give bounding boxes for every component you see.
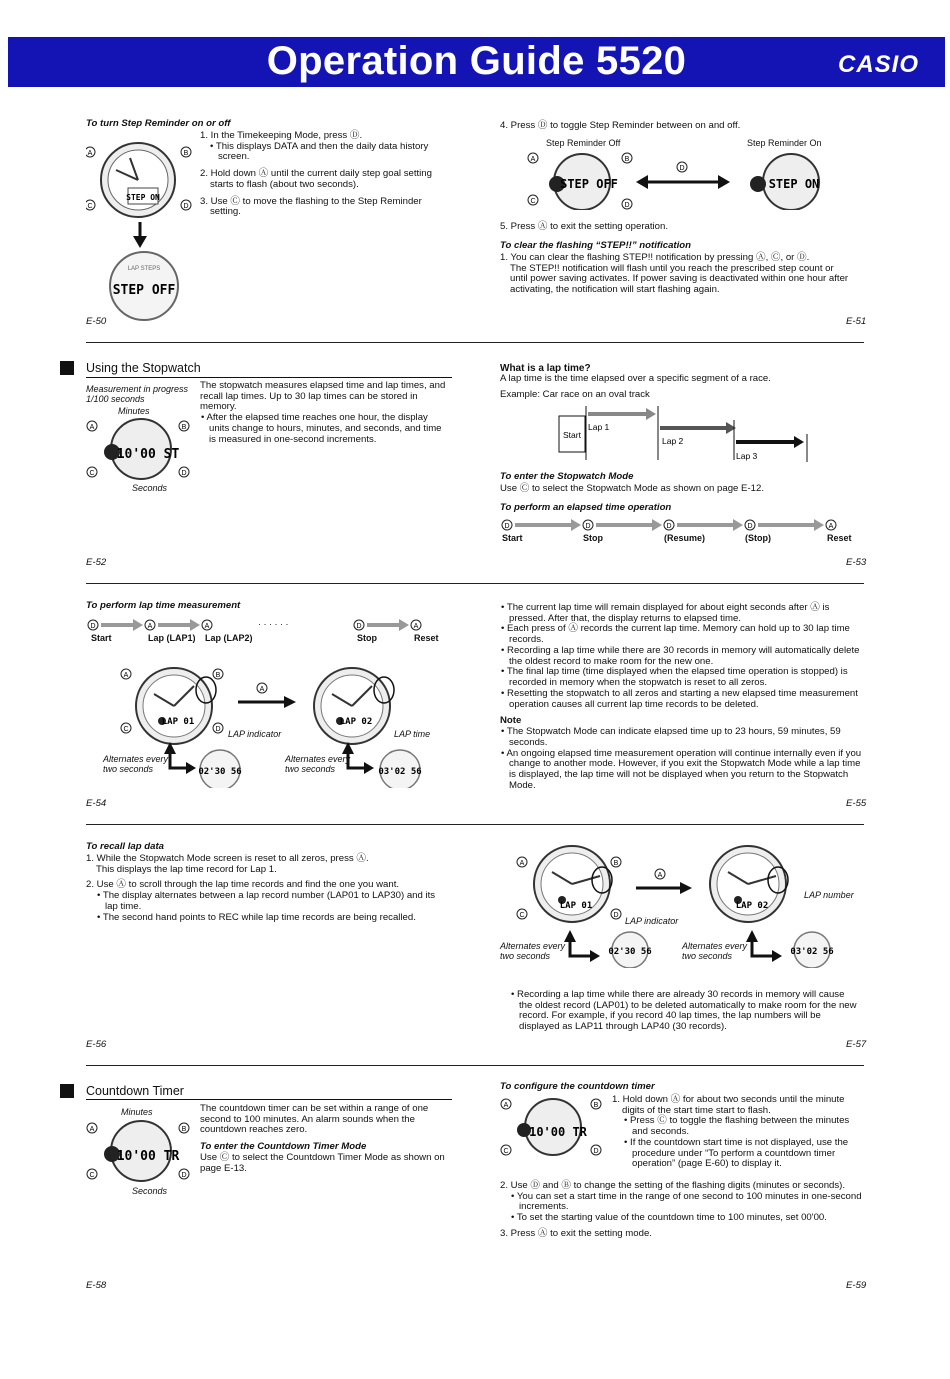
alternates-label: Alternates every [285, 754, 351, 764]
button-letter: A [413, 623, 419, 630]
caption-hundredths: 1/100 seconds [86, 394, 145, 405]
arrow-head-icon [652, 519, 662, 531]
svg-text:02'30 56: 02'30 56 [198, 767, 242, 777]
section-rule [86, 1099, 452, 1100]
configure-illustration [498, 1096, 608, 1158]
button-letter: D [356, 623, 362, 630]
alternates-label: Alternates every [682, 941, 748, 951]
seq-label-2: Lap (LAP1) [148, 633, 196, 643]
svg-text:B: B [183, 150, 189, 157]
label-off: Step Reminder Off [546, 138, 621, 148]
label-minutes: Minutes [118, 406, 150, 416]
svg-text:Lap 3: Lap 3 [736, 451, 758, 461]
configure-step-3: 3. Press Ⓐ to exit the setting mode. [500, 1227, 652, 1239]
svg-text:Lap 2: Lap 2 [662, 436, 684, 446]
page-number: E-53 [846, 557, 867, 568]
lcd-zoom [108, 250, 180, 322]
divider [86, 1065, 864, 1066]
step-reminder-heading: To turn Step Reminder on or off [86, 118, 231, 129]
two-seconds-label: two seconds [285, 764, 336, 775]
seq-label-5: Reset [414, 633, 439, 643]
clear-heading: To clear the flashing “STEP!!” notification [500, 240, 691, 251]
clear-step-1: 1. You can clear the flashing STEP!! notification by pressing Ⓐ, Ⓒ, or Ⓓ. [500, 252, 810, 263]
arrow-head-icon [399, 619, 409, 631]
arrow-head-icon [190, 619, 200, 631]
svg-text:A: A [123, 672, 129, 679]
recall-step-2: 2. Use Ⓐ to scroll through the lap time records and find the one you want. [86, 879, 400, 891]
label-minutes: Minutes [121, 1107, 153, 1117]
svg-text:A: A [519, 860, 525, 867]
header-banner [8, 37, 945, 87]
svg-text:03'02 56: 03'02 56 [378, 767, 422, 777]
configure-heading: To configure the countdown timer [500, 1081, 655, 1092]
elapsed-sequence [500, 518, 840, 532]
seq-label-4: (Stop) [745, 533, 771, 543]
clear-step-note: The STEP!! notification will flash until you reach the prescribed step count or until power saving activates. If power saving is deactivated within one hour after activating, the notification will start flashing again. [510, 262, 849, 296]
svg-text:10'00 TR: 10'00 TR [529, 1125, 587, 1139]
seq-label-5: Reset [827, 533, 852, 543]
section-rule [86, 377, 452, 378]
lap-sequence [86, 618, 426, 632]
button-letter: D [666, 523, 672, 530]
arrow-head-icon [814, 519, 824, 531]
svg-text:D: D [181, 470, 187, 477]
button-letter: D [747, 523, 753, 530]
step-4: 4. Press Ⓓ to toggle Step Reminder between on and off. [500, 120, 741, 131]
svg-text:03'02 56: 03'02 56 [790, 947, 834, 957]
svg-text:D: D [624, 202, 630, 209]
svg-text:A: A [503, 1102, 509, 1109]
lap-heading: What is a lap time? [500, 363, 591, 374]
arrow-down-icon [133, 222, 147, 248]
seq-label-4: Stop [357, 633, 377, 643]
lap-bullet-5: • Resetting the stopwatch to all zeros and starting a new elapsed time measurement operation causes all current lap time records to be deleted. [501, 687, 858, 710]
note-bullet-2: • An ongoing elapsed time measurement operation will continue internally even if you change to another mode. However, if you exit the Stopwatch Mode while a lap time is displayed, the lap time will not be displayed when you return to the Stopwatch Mode. [501, 747, 862, 791]
button-letter: A [204, 623, 210, 630]
svg-text:D: D [613, 912, 619, 919]
svg-text:LAP 01: LAP 01 [559, 901, 593, 911]
svg-text:B: B [181, 1126, 187, 1133]
recall-heading: To recall lap data [86, 841, 165, 852]
seq-label-1: Start [91, 633, 112, 643]
label-seconds: Seconds [132, 1186, 168, 1196]
svg-text:B: B [624, 156, 630, 163]
lcd-text: STEP ON [126, 193, 160, 202]
svg-text:STEP OFF: STEP OFF [560, 177, 618, 191]
page-number: E-57 [846, 1039, 867, 1050]
configure-step-2-bullet-1: • You can set a start time in the range of one second to 100 minutes in one-second increments. [511, 1190, 862, 1213]
button-letter: D [504, 523, 510, 530]
divider [86, 824, 864, 825]
svg-text:A: A [259, 686, 265, 693]
lap-number-label: LAP number [804, 890, 854, 900]
caption-progress: Measurement in progress [86, 384, 189, 394]
svg-text:B: B [215, 672, 221, 679]
svg-text:D: D [215, 726, 221, 733]
button-letter: A [147, 623, 153, 630]
svg-text:LAP 01: LAP 01 [161, 717, 195, 727]
countdown-illustration [86, 1118, 196, 1184]
svg-text:C: C [89, 470, 95, 477]
recall-step-1-note: This displays the lap time record for Lap 1. [96, 863, 277, 875]
configure-step-1-bullet-1: • Press Ⓒ to toggle the flashing between the minutes and seconds. [624, 1115, 850, 1138]
section-stopwatch: Using the Stopwatch [86, 361, 201, 375]
svg-text:STEP OFF: STEP OFF [112, 283, 176, 298]
svg-text:D: D [679, 165, 685, 172]
watch-on [736, 150, 846, 210]
enter-countdown-body: Use Ⓒ to select the Countdown Timer Mode as shown on page E-13. [200, 1151, 445, 1174]
watch-off [527, 150, 637, 210]
double-arrow-icon [636, 160, 730, 194]
svg-text:C: C [503, 1148, 509, 1155]
page-title: Operation Guide 5520 [266, 39, 687, 83]
enter-countdown-heading: To enter the Countdown Timer Mode [200, 1141, 367, 1153]
enter-stopwatch-body: Use Ⓒ to select the Stopwatch Mode as shown on page E-12. [500, 483, 764, 494]
svg-text:STEP ON: STEP ON [768, 177, 820, 191]
page-number: E-54 [86, 798, 107, 809]
lap-measure-heading: To perform lap time measurement [86, 600, 241, 611]
seq-label-3: Lap (LAP2) [205, 633, 253, 643]
configure-step-1-bullet-2: • If the countdown start time is not displayed, use the procedure under “To perform a countdown timer operation” (page E-60) to display it. [624, 1136, 849, 1170]
countdown-intro: The countdown timer can be set within a range of one second to 100 minutes. An alarm sounds when the countdown reaches zero. [200, 1103, 429, 1136]
page-number: E-56 [86, 1039, 107, 1050]
svg-text:C: C [89, 1172, 95, 1179]
section-marker [60, 361, 74, 375]
stopwatch-intro: The stopwatch measures elapsed time and lap times, and recall lap times. Up to 30 lap times can be stored in memory. [200, 380, 446, 413]
button-letter: A [828, 523, 834, 530]
svg-text:A: A [87, 150, 93, 157]
seq-label-2: Stop [583, 533, 603, 543]
svg-text:LAP STEPS: LAP STEPS [127, 266, 161, 272]
stopwatch-bullet: • After the elapsed time reaches one hour, the display units change to hours, minutes, and seconds, and time is measured in one-second increments. [201, 412, 442, 445]
svg-text:10'00 ST: 10'00 ST [116, 447, 180, 462]
svg-text:B: B [613, 860, 619, 867]
step-5: 5. Press Ⓐ to exit the setting operation. [500, 221, 668, 232]
example-label: Example: Car race on an oval track [500, 389, 650, 400]
recall-step-2-bullet-2: • The second hand points to REC while lap time records are being recalled. [97, 911, 416, 923]
two-seconds-label: two seconds [682, 951, 733, 962]
svg-text:Start: Start [563, 430, 581, 440]
lap-indicator-label: LAP indicator [625, 916, 679, 926]
lap-bullet-4: • The final lap time (time displayed when the elapsed time operation is stopped) is recorded in memory when the stopwatch is reset to all zeros. [501, 666, 848, 689]
note-heading: Note [500, 715, 522, 727]
enter-stopwatch-heading: To enter the Stopwatch Mode [500, 471, 634, 482]
lap-indicator-label: LAP indicator [228, 729, 282, 739]
svg-text:LAP 02: LAP 02 [339, 717, 373, 727]
svg-text:C: C [530, 198, 536, 205]
alternates-label: Alternates every [500, 941, 566, 951]
stopwatch-illustration [86, 416, 196, 482]
svg-text:A: A [530, 156, 536, 163]
button-letter: D [90, 623, 96, 630]
seq-label-1: Start [502, 533, 523, 543]
lap-bullet-1: • The current lap time will remain displayed for about eight seconds after Ⓐ is pressed. After that, the display returns to elapsed time. [501, 602, 830, 624]
svg-text:D: D [183, 203, 189, 210]
step-2: 2. Hold down Ⓐ until the current daily step goal setting starts to flash (about two seconds). [200, 168, 432, 190]
configure-step-2-bullet-2: • To set the starting value of the countdown time to 100 minutes, set 00'00. [511, 1212, 827, 1224]
svg-text:02'30 56: 02'30 56 [608, 947, 652, 957]
arrow-head-icon [733, 519, 743, 531]
svg-text:LAP 02: LAP 02 [735, 901, 769, 911]
seq-dots: · · · · · · [258, 619, 289, 629]
step-3: 3. Use Ⓒ to move the flashing to the Step Reminder setting. [200, 195, 422, 218]
page-number: E-58 [86, 1280, 107, 1291]
svg-text:Lap 1: Lap 1 [588, 422, 610, 432]
divider [86, 583, 864, 584]
page-number: E-51 [846, 316, 867, 327]
lap-time-label: LAP time [394, 729, 431, 739]
svg-text:B: B [593, 1102, 599, 1109]
seq-label-3: (Resume) [664, 533, 706, 543]
page-number: E-50 [86, 316, 107, 327]
label-on: Step Reminder On [747, 138, 822, 148]
arrow-head-icon [133, 619, 143, 631]
two-seconds-label: two seconds [500, 951, 551, 962]
lap-bullet-2: • Each press of Ⓐ records the current lap time. Memory can hold up to 30 lap time records. [501, 623, 850, 646]
note-bullet-1: • The Stopwatch Mode can indicate elapsed time up to 23 hours, 59 minutes, 59 seconds. [501, 726, 841, 748]
svg-text:C: C [519, 912, 525, 919]
page-number: E-59 [846, 1280, 867, 1291]
step-1: 1. In the Timekeeping Mode, press Ⓓ. [200, 130, 363, 141]
recall-step-2-bullet-1: • The display alternates between a lap record number (LAP01 to LAP30) and its lap time. [97, 890, 436, 912]
configure-step-2: 2. Use Ⓓ and Ⓑ to change the setting of the flashing digits (minutes or seconds). [500, 1180, 846, 1191]
configure-step-1: 1. Hold down Ⓐ for about two seconds until the minute digits of the start time start to flash. [612, 1094, 845, 1116]
svg-text:10'00 TR: 10'00 TR [116, 1149, 180, 1164]
section-countdown: Countdown Timer [86, 1084, 184, 1098]
divider [86, 342, 864, 343]
button-letter: D [585, 523, 591, 530]
page-number: E-55 [846, 798, 867, 809]
elapsed-heading: To perform an elapsed time operation [500, 502, 672, 513]
svg-text:A: A [89, 1126, 95, 1133]
svg-text:C: C [87, 203, 93, 210]
step-1-bullet: • This displays DATA and then the daily data history screen. [210, 140, 429, 163]
svg-text:A: A [89, 424, 95, 431]
section-marker [60, 1084, 74, 1098]
brand-logo: CASIO [837, 51, 919, 78]
two-seconds-label: two seconds [103, 764, 154, 775]
page-number: E-52 [86, 557, 107, 568]
svg-text:D: D [593, 1148, 599, 1155]
lap-bullet-3: • Recording a lap time while there are 30 records in memory will automatically delete the oldest record to make room for the new one. [501, 644, 860, 667]
recall-step-1: 1. While the Stopwatch Mode screen is reset to all zeros, press Ⓐ. [86, 853, 369, 864]
arrow-head-icon [571, 519, 581, 531]
recall-bullet: • Recording a lap time while there are already 30 records in memory will cause the oldest record (LAP01) to be deleted automatically to make room for the new record. For example, if you record 40 lap times, the lap numbers will be displayed as LAP11 through LAP40 (30 records). [511, 989, 857, 1033]
lap-diagram [558, 404, 810, 464]
svg-text:A: A [657, 872, 663, 879]
lap-definition: A lap time is the time elapsed over a specific segment of a race. [500, 373, 771, 384]
svg-text:B: B [181, 424, 187, 431]
watch-illustration [86, 140, 196, 220]
label-seconds: Seconds [132, 483, 168, 493]
svg-text:C: C [123, 726, 129, 733]
svg-text:D: D [181, 1172, 187, 1179]
alternates-label: Alternates every [103, 754, 169, 764]
